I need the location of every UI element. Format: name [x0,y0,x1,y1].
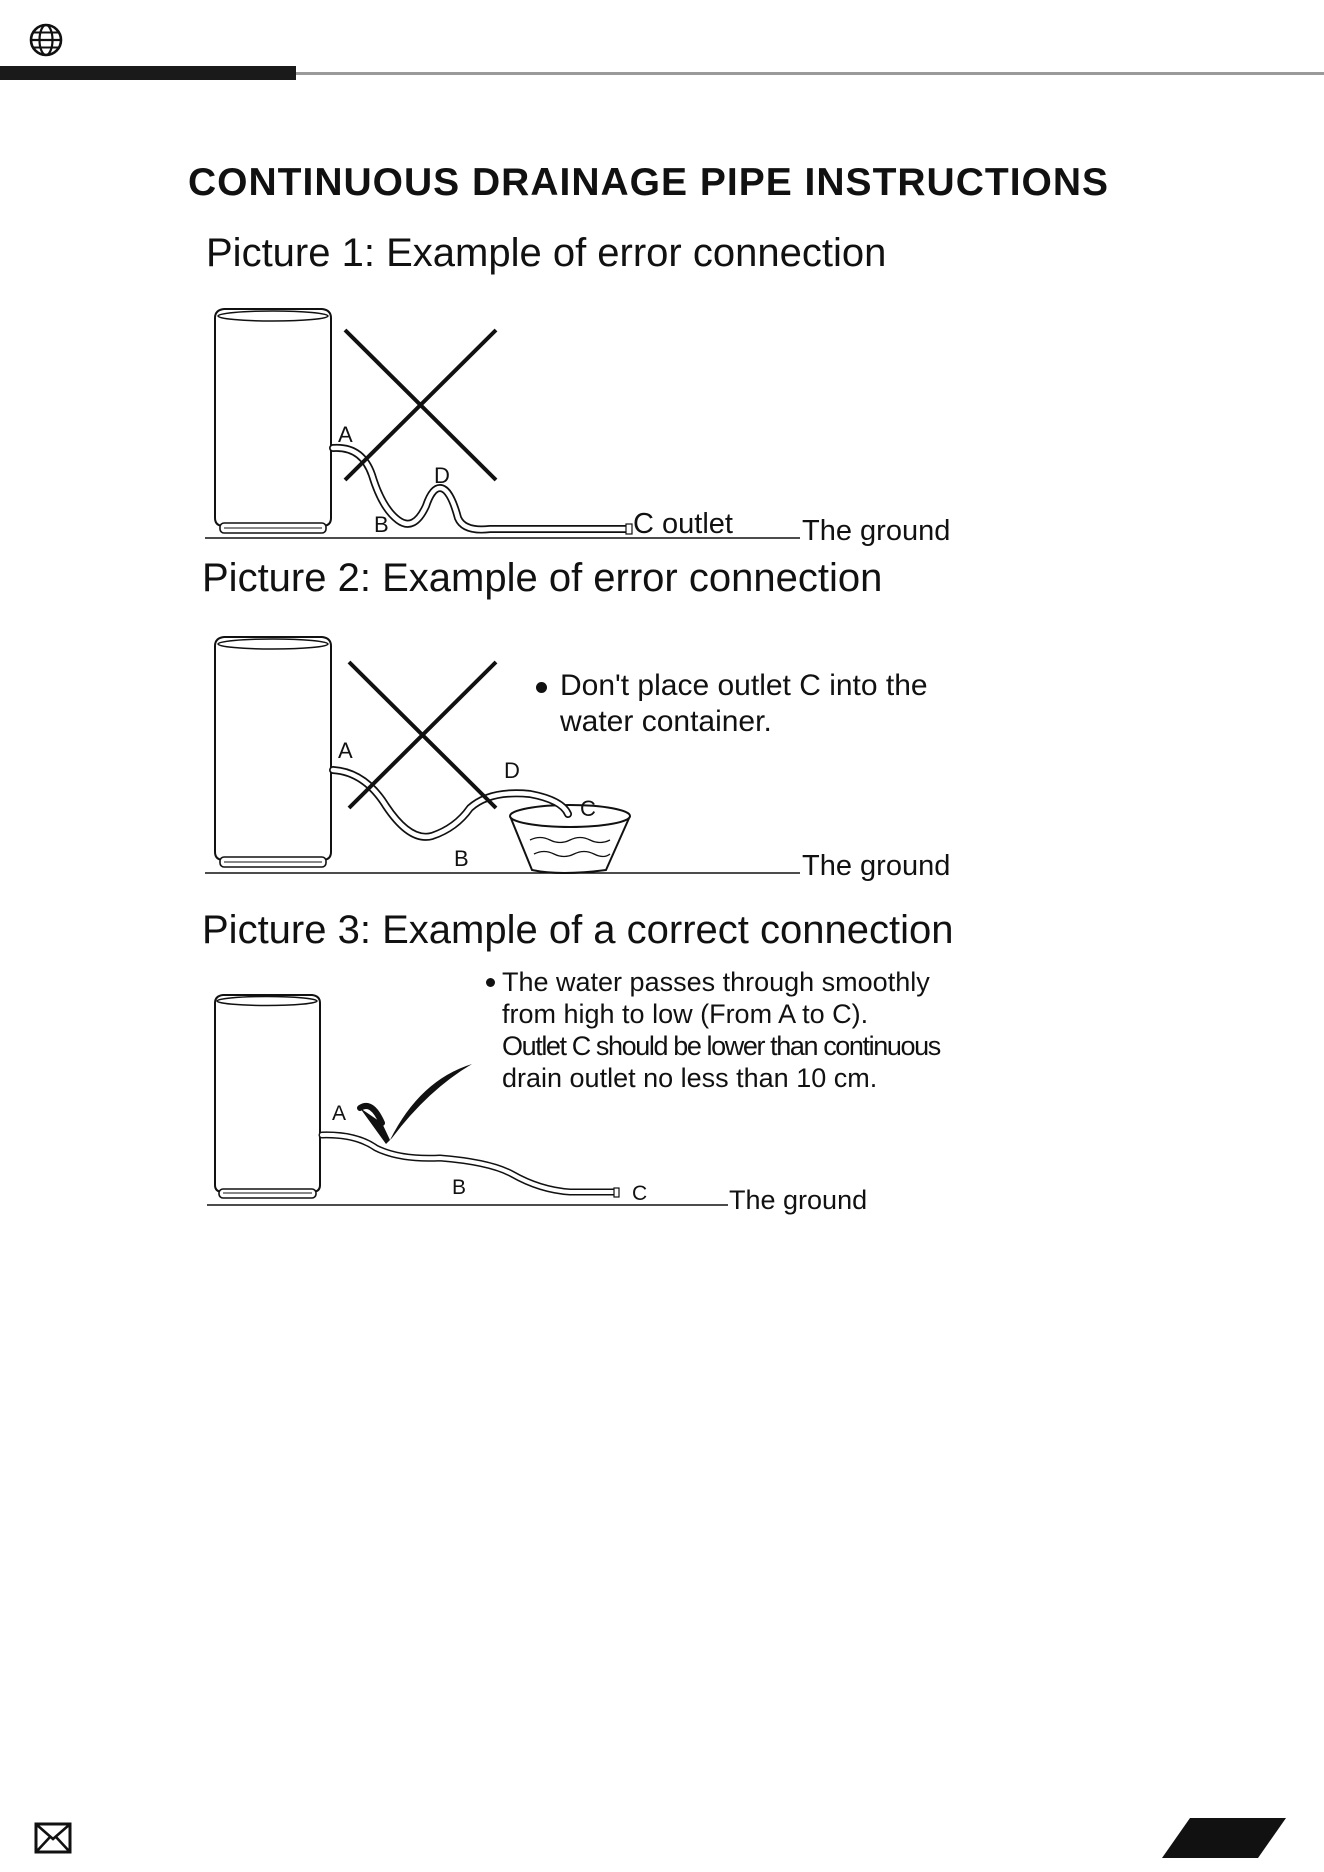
page-corner-tab [1162,1818,1286,1858]
check-mark-icon [360,1064,472,1144]
picture-3-heading: Picture 3: Example of a correct connection [202,908,954,952]
label-d: D [504,758,520,783]
dehumidifier-tank-1 [215,309,331,533]
label-b: B [452,1176,467,1199]
label-c: C [580,796,596,821]
label-b: B [454,846,469,871]
label-c: C [632,1182,648,1205]
bullet-icon [486,978,495,987]
header-rule-dark [0,66,296,80]
ground-label: The ground [802,850,951,882]
header-rule-light [296,72,1324,75]
label-a: A [338,422,353,447]
label-a: A [332,1102,347,1125]
picture-1-heading: Picture 1: Example of error connection [206,231,887,275]
picture-2-note [534,668,928,740]
label-d: D [434,463,450,488]
picture-1-diagram [0,300,1324,560]
ground-label: The ground [802,515,951,547]
dehumidifier-tank-2 [215,637,331,867]
note-line: Outlet C should be lower than continuous [502,1031,940,1061]
bullet-icon [536,682,547,693]
page-title: CONTINUOUS DRAINAGE PIPE INSTRUCTIONS [188,161,1110,204]
note-line: The water passes through smoothly [502,967,930,997]
label-a: A [338,738,353,763]
note-line: water container. [560,705,772,738]
label-b: B [374,512,389,537]
note-line: from high to low (From A to C). [502,999,869,1029]
note-line: Don't place outlet C into the [560,669,928,702]
note-line: drain outlet no less than 10 cm. [502,1063,878,1093]
globe-icon [28,22,64,58]
dehumidifier-tank-3 [215,995,320,1198]
note-bullet-item [534,668,928,740]
ground-label: The ground [729,1185,868,1215]
picture-2-heading: Picture 2: Example of error connection [202,556,883,600]
label-c-outlet: C outlet [633,508,733,540]
picture-3-diagram [0,990,1324,1220]
mail-icon [34,1822,72,1854]
